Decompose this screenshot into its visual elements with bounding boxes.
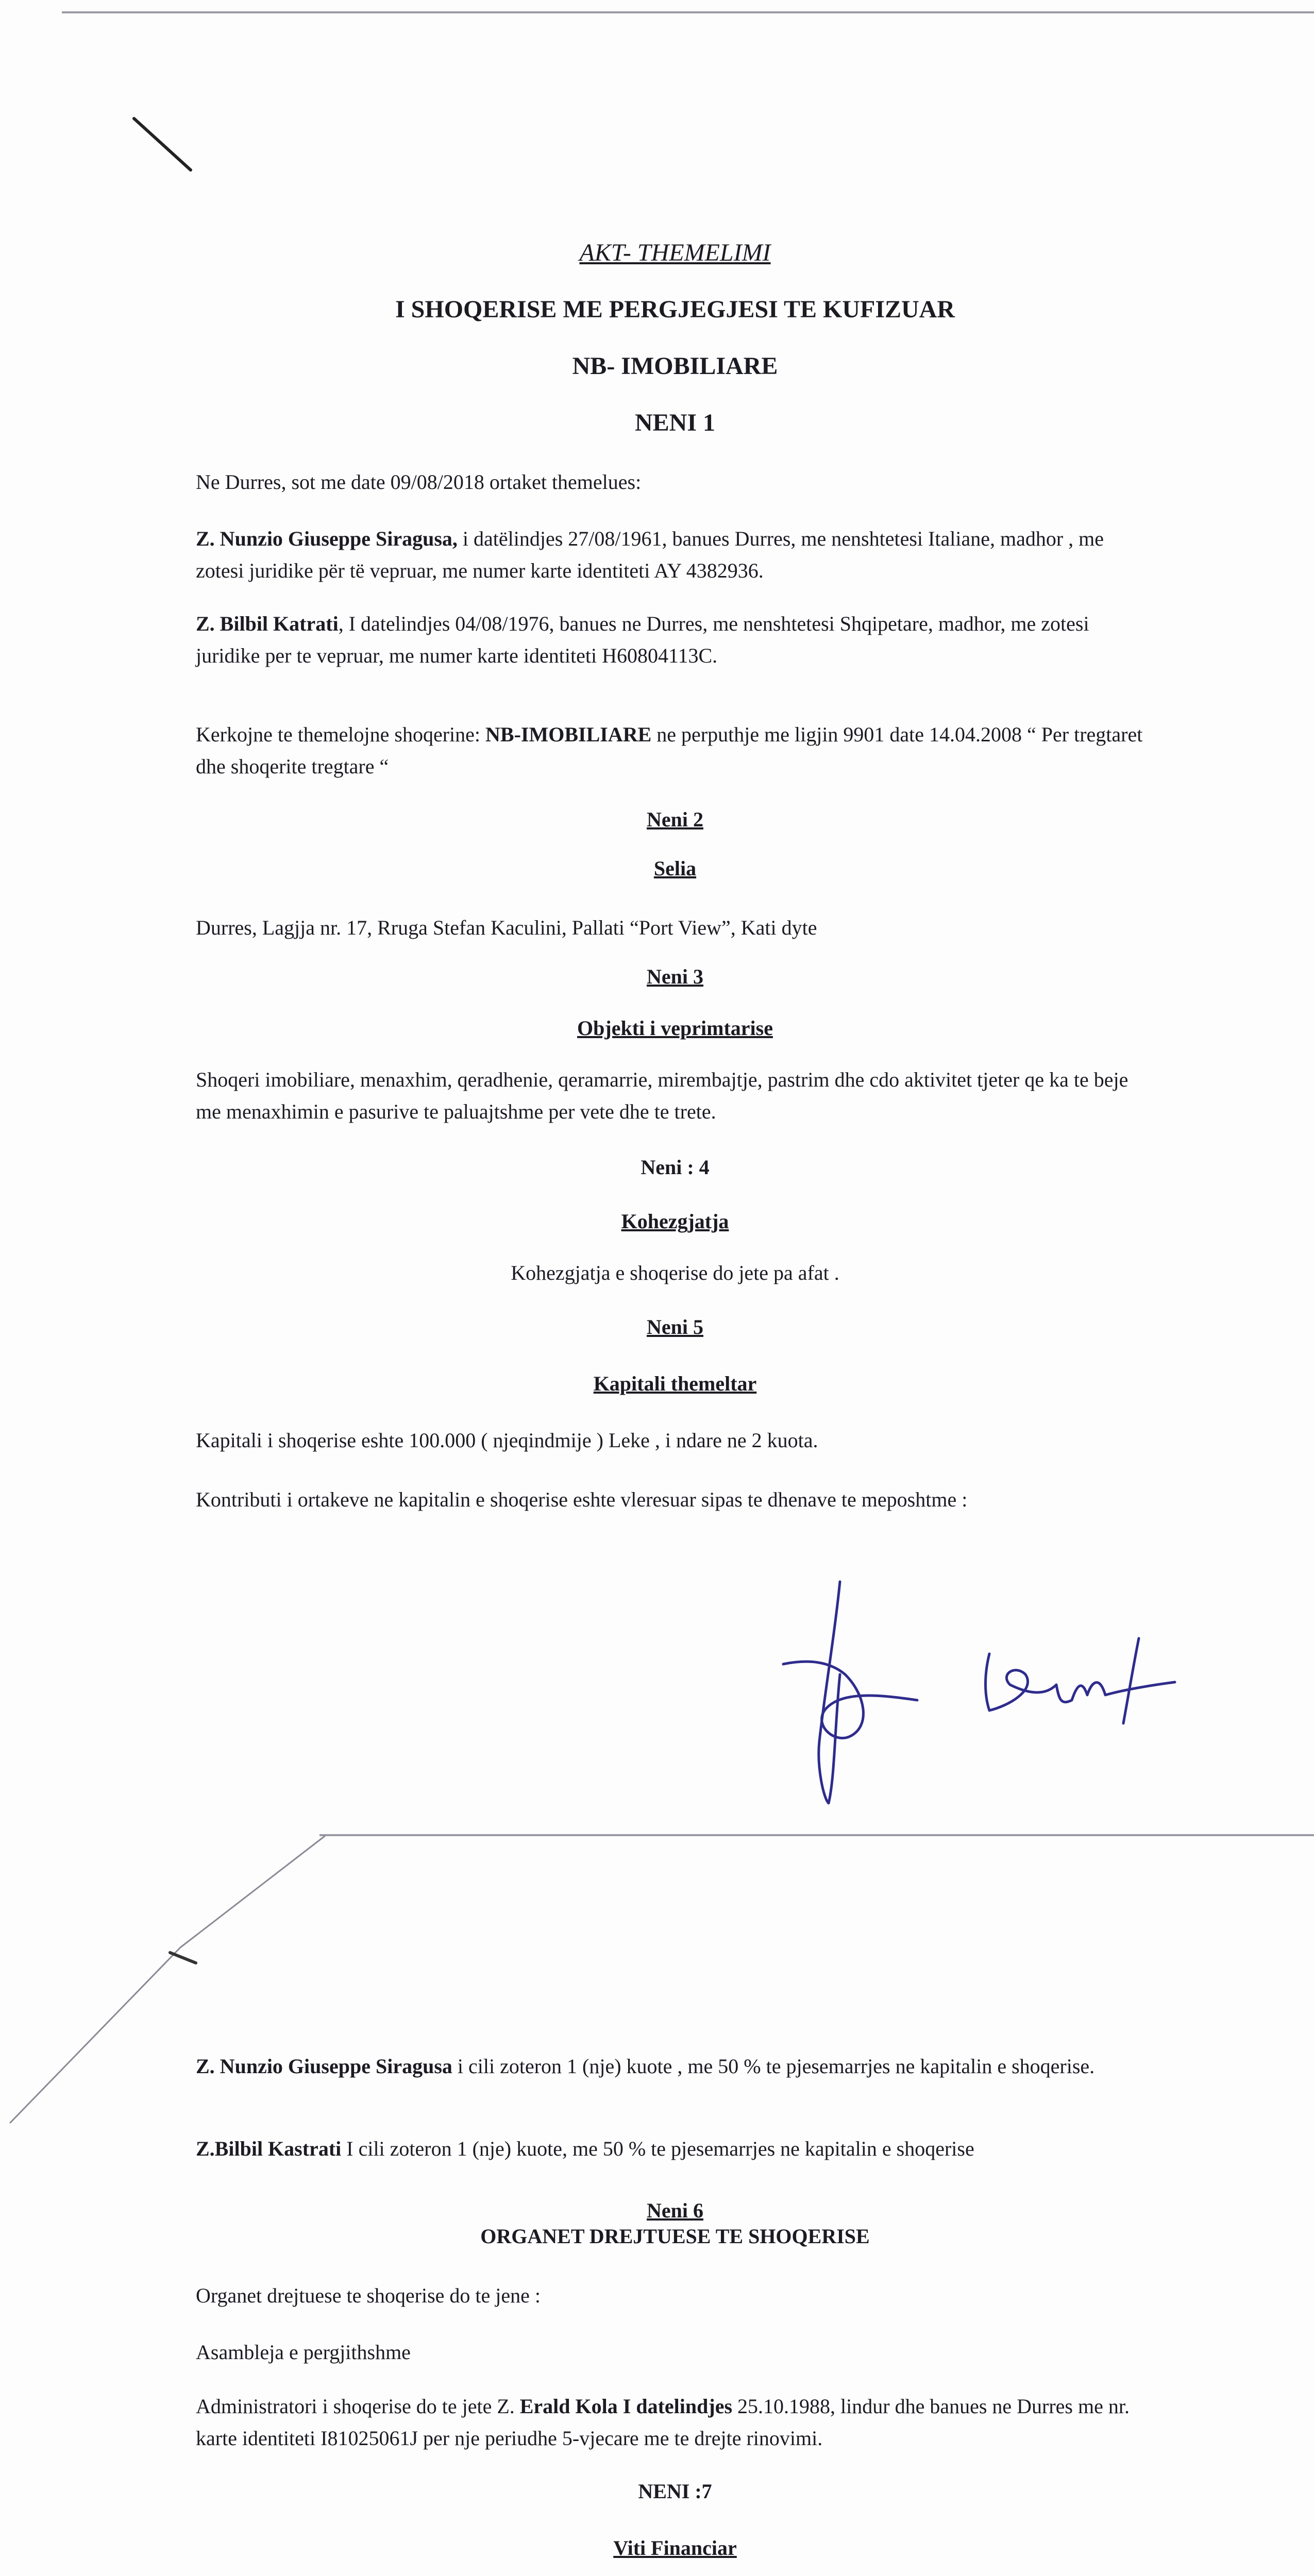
share-1-details: i cili zoteron 1 (nje) kuote , me 50 % te pjesemarrjes ne kapitalin e shoqerise. [452, 2055, 1095, 2078]
neni-1-heading: NENI 1 [634, 409, 716, 436]
signature-kastrati-initials [969, 1628, 1185, 1726]
document-page-2 [0, 1834, 1314, 2576]
founder-2-paragraph [196, 608, 1154, 672]
share-2-details: I cili zoteron 1 (nje) kuote, me 50 % te pjesemarrjes ne kapitalin e shoqerise [341, 2137, 974, 2160]
pen-mark [129, 113, 201, 175]
neni-5-heading: Neni 5 [647, 1315, 703, 1338]
request-paragraph [196, 719, 1154, 783]
neni-6-title: ORGANET DREJTUESE TE SHOQERISE [480, 2225, 870, 2248]
company-name: NB- IMOBILIARE [572, 352, 778, 380]
signature-siragusa-initials [763, 1571, 933, 1814]
share-1-paragraph [196, 2050, 1154, 2082]
neni-2-text: Durres, Lagjja nr. 17, Rruga Stefan Kaculini, Pallati “Port View”, Kati dyte [196, 916, 817, 939]
intro-text: Ne Durres, sot me date 09/08/2018 ortaket themelues: [196, 470, 642, 494]
neni-2-title: Selia [653, 857, 697, 880]
share-1-name: Z. Nunzio Giuseppe Siragusa [196, 2055, 452, 2078]
neni-4-heading: Neni : 4 [641, 1156, 710, 1179]
neni-5-text-2: Kontributi i ortakeve ne kapitalin e shoqerise eshte vleresuar sipas te dhenave te meposhtme : [196, 1488, 968, 1511]
neni-3-heading: Neni 3 [647, 965, 703, 988]
neni-6-administrator [196, 2391, 1154, 2454]
neni-5-text-1: Kapitali i shoqerise eshte 100.000 ( njeqindmije ) Leke , i ndare ne 2 kuota. [196, 1429, 818, 1452]
founder-2-name: Z. Bilbil Katrati [196, 612, 339, 635]
neni-5-title: Kapitali themeltar [593, 1372, 757, 1395]
neni-4-text: Kohezgjatja e shoqerise do jete pa afat . [511, 1261, 839, 1284]
neni-3-text: Shoqeri imobiliare, menaxhim, qeradhenie, qeramarrie, mirembajtje, pastrim dhe cdo aktivitet tjeter qe ka te beje me menaxhimin e pasurive te paluajtshme per vete dhe te trete. [196, 1068, 1128, 1123]
neni-7-heading: NENI :7 [638, 2480, 712, 2503]
document-subtitle: I SHOQERISE ME PERGJEGJESI TE KUFIZUAR [395, 296, 955, 323]
neni-2-heading: Neni 2 [647, 808, 703, 831]
request-prefix: Kerkojne te themelojne shoqerine: [196, 723, 486, 746]
share-2-name: Z.Bilbil Kastrati [196, 2137, 342, 2160]
founder-1-paragraph [196, 523, 1154, 587]
page-fold-corner [0, 1834, 330, 2154]
neni-6-text-2: Asambleja e pergjithshme [196, 2341, 411, 2364]
founder-2-details: , I datelindjes 04/08/1976, banues ne Durres, me nenshtetesi Shqipetare, madhor, me zotesi juridike per te vepruar, me numer karte identiteti H60804113C. [196, 612, 1089, 667]
founder-1-name: Z. Nunzio Giuseppe Siragusa, [196, 527, 458, 550]
neni-6-text-1: Organet drejtuese te shoqerise do te jene : [196, 2284, 541, 2307]
request-suffix: ne perputhje me ligjin 9901 date 14.04.2008 “ Per tregtaret dhe shoqerite tregtare “ [196, 723, 1143, 778]
page-fold-edge [319, 1834, 1314, 1836]
admin-details: 25.10.1988, lindur dhe banues ne Durres me nr. karte identiteti I81025061J per nje periudhe 5-vjecare me te drejte rinovimi. [196, 2395, 1130, 2450]
share-2-paragraph [196, 2133, 1154, 2165]
founder-1-details: i datëlindjes 27/08/1961, banues Durres, me nenshtetesi Italiane, madhor , me zotesi juridike për të vepruar, me numer karte identiteti AY 4382936. [196, 527, 1104, 582]
admin-prefix: Administratori i shoqerise do te jete Z. [196, 2395, 520, 2418]
neni-4-title: Kohezgjatja [621, 1210, 729, 1233]
page-top-border [62, 11, 1314, 13]
neni-3-title: Objekti i veprimtarise [577, 1016, 773, 1040]
request-company: NB-IMOBILIARE [485, 723, 652, 746]
document-title: AKT- THEMELIMI [579, 239, 771, 266]
neni-6-heading: Neni 6 [647, 2199, 703, 2222]
admin-name: Erald Kola I datelindjes [519, 2395, 733, 2418]
neni-7-title: Viti Financiar [613, 2536, 737, 2560]
